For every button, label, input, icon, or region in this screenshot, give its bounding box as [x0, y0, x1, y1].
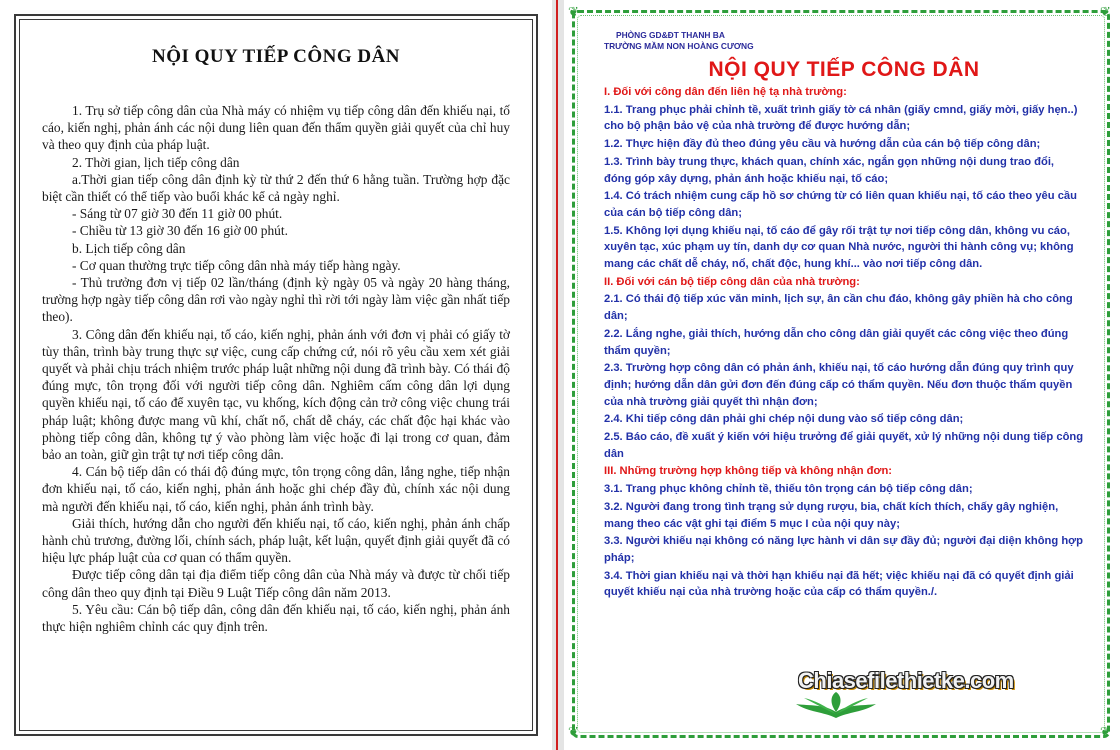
corner-leaf-icon: ❦: [1100, 724, 1111, 739]
left-paragraph: 2. Thời gian, lịch tiếp công dân: [72, 154, 240, 170]
rules-item: 2.3. Trường hợp công dân có phản ánh, khiếu nại, tố cáo hướng dẫn đúng quy trình quy định; hướng dẫn dân gửi đơn đến đúng cấp có thẩm quyền. Nếu đơn thuộc thẩm quyền của nhà trường giải quyết thì nhận đơn;: [604, 362, 1074, 408]
rules-item: 3.3. Người khiếu nại không có năng lực hành vi dân sự đầy đủ; người đại diện không hợp pháp;: [604, 535, 1083, 564]
rules-item: 2.2. Lắng nghe, giải thích, hướng dẫn cho công dân giải quyết các công việc theo đúng thẩm quyền;: [604, 327, 1069, 357]
org-department: PHÒNG GD&ĐT THANH BA: [616, 30, 725, 40]
left-page-body: [42, 102, 510, 635]
rules-item: 3.2. Người đang trong tình trạng sử dụng rượu, bia, chất kích thích, chấy gây nghiện, mang theo các vật ghi tại điểm 5 mục I của nội quy này;: [604, 500, 1059, 530]
rules-item: 1.3. Trình bày trung thực, khách quan, chính xác, ngắn gọn những nội dung trao đổi, đóng góp xây dựng, phản ánh hoặc khiếu nại, tố cáo;: [604, 155, 1055, 185]
left-paragraph: 3. Công dân đến khiếu nại, tố cáo, kiến nghị, phản ánh với đơn vị phải có giấy tờ tùy thân, trình bày trung thực sự việc, cung cấp chứng cứ, nói rõ yêu cầu xem xét giải quyết và phải chịu trách nhiệm trước pháp luật những nội dung đã trình bày. Có thái độ đúng mực, tôn trọng đối với người tiếp công dân. Nghiêm cấm công dân lợi dụng quyền khiếu nại, tố cáo để xuyên tạc, vu khống, kích động cản trở công việc chung trái pháp luật; không được mang vũ khí, chất nổ, chất dễ cháy, các chất độc hại khác vào phòng tiếp công dân, không tự ý vào phòng làm việc hoặc đi lại trong cơ quan, đảm bảo an toàn, giữ gìn trật tự nơi tiếp công dân.: [42, 326, 510, 463]
rules-item: 2.5. Báo cáo, đề xuất ý kiến với hiệu trưởng để giải quyết, xử lý những nội dung tiếp công dân: [604, 431, 1084, 460]
left-paragraph: a.Thời gian tiếp công dân định kỳ từ thứ 2 đến thứ 6 hằng tuần. Trường hợp đặc biệt cần thiết có thể tiếp vào buổi khác kể cả ngày nghỉ.: [42, 171, 510, 205]
right-page-title: NỘI QUY TIẾP CÔNG DÂN: [708, 58, 980, 81]
right-document-page: [564, 0, 1120, 750]
rules-item: 1.2. Thực hiện đầy đủ theo đúng yêu cầu và hướng dẫn của cán bộ tiếp công dân;: [604, 138, 1041, 151]
corner-leaf-icon: ❦: [568, 4, 579, 19]
corner-leaf-icon: ❦: [1100, 4, 1111, 19]
left-page-title: NỘI QUY TIẾP CÔNG DÂN: [151, 46, 401, 67]
rules-item: 2.1. Có thái độ tiếp xúc văn minh, lịch sự, ân cần chu đáo, không gây phiền hà cho công dân;: [604, 293, 1073, 323]
left-document-page: [0, 0, 552, 750]
rules-section-heading: III. Những trường hợp không tiếp và không nhận đơn:: [604, 465, 893, 478]
rules-list: [604, 84, 1084, 601]
left-paragraph: - Thủ trưởng đơn vị tiếp 02 lần/tháng (định kỳ ngày 05 và ngày 20 hàng tháng, trường hợp ngày tiếp công dân rơi vào ngày nghỉ thì rời tới ngày làm việc gần nhất tiếp theo).: [42, 275, 510, 325]
corner-leaf-icon: ❦: [568, 724, 579, 739]
rules-item: 3.1. Trang phục không chỉnh tề, thiếu tôn trọng cán bộ tiếp công dân;: [604, 483, 973, 496]
rules-item: 2.4. Khi tiếp công dân phải ghi chép nội dung vào sổ tiếp công dân;: [604, 413, 964, 426]
left-paragraph: - Sáng từ 07 giờ 30 đến 11 giờ 00 phút.: [72, 206, 283, 222]
right-page-content: [604, 30, 1084, 602]
page-divider-line: [556, 0, 558, 750]
rules-item: 3.4. Thời gian khiếu nại và thời hạn khiếu nại đã hết; việc khiếu nại đã có quyết định giải quyết khiếu nại của nhà trường hoặc của cấp có thẩm quyền./.: [604, 569, 1074, 599]
org-school: TRƯỜNG MẦM NON HOÀNG CƯƠNG: [604, 41, 754, 51]
left-paragraph: 4. Cán bộ tiếp dân có thái độ đúng mực, tôn trọng công dân, lắng nghe, tiếp nhận đơn khiếu nại, tố cáo, kiến nghị, phản ánh hoặc ghi chép đầy đủ, chính xác nội dung mà người đến khiếu nại, tố cáo, kiến nghị, phản ánh trình bày.: [42, 464, 510, 514]
rules-item: 1.1. Trang phục phải chỉnh tề, xuất trình giấy tờ cá nhân (giấy cmnd, giấy mời, giấy hẹn..) cho bộ phận bảo vệ của nhà trường để được hướng dẫn;: [604, 103, 1078, 133]
rules-section-heading: II. Đối với cán bộ tiếp công dân của nhà trường:: [604, 275, 860, 288]
left-paragraph: b. Lịch tiếp công dân: [72, 240, 186, 256]
rules-section-heading: I. Đối với công dân đến liên hệ tạ nhà trường:: [604, 86, 847, 98]
rules-item: 1.4. Có trách nhiệm cung cấp hồ sơ chứng từ có liên quan khiếu nại, tố cáo theo yêu cầu của cán bộ tiếp công dân;: [604, 190, 1077, 219]
leaf-ornament-icon: [794, 690, 878, 720]
left-page-frame: [14, 14, 538, 736]
rules-item: 1.5. Không lợi dụng khiếu nại, tố cáo để gây rối trật tự nơi tiếp công dân, không vu cáo, xuyên tạc, xúc phạm uy tín, danh dự cơ quan Nhà nước, người thi hành công vụ; không mang các chất dễ cháy, nổ, chất độc, hung khí... vào nơi tiếp công dân.: [604, 224, 1074, 271]
left-paragraph: Giải thích, hướng dẫn cho người đến khiếu nại, tố cáo, kiến nghị, phản ánh chấp hành chủ trương, đường lối, chính sách, pháp luật, kết luận, quyết định giải quyết đã có hiệu lực pháp luật của cơ quan có thẩm quyền.: [42, 515, 510, 566]
left-paragraph: - Chiều từ 13 giờ 30 đến 16 giờ 00 phút.: [72, 223, 288, 239]
left-paragraph: Được tiếp công dân tại địa điểm tiếp công dân của Nhà máy và được từ chối tiếp công dân theo quy định tại Điều 9 Luật Tiếp công dân năm 2013.: [42, 567, 510, 600]
watermark-logo: Chiasefilethietke.com: [798, 668, 1014, 693]
left-paragraph: - Cơ quan thường trực tiếp công dân nhà máy tiếp hàng ngày.: [72, 257, 401, 273]
organization-header: [604, 30, 1084, 52]
page-divider: [552, 0, 564, 750]
left-paragraph: 5. Yêu cầu: Cán bộ tiếp dân, công dân đến khiếu nại, tố cáo, kiến nghị, phản ánh thực hiện nghiêm chỉnh các quy định trên.: [42, 601, 510, 635]
left-paragraph: 1. Trụ sở tiếp công dân của Nhà máy có nhiệm vụ tiếp công dân đến khiếu nại, tố cáo, kiến nghị, phản ánh các nội dung liên quan đến thẩm quyền giải quyết của chỉ huy và theo quy định của pháp luật.: [42, 103, 510, 153]
